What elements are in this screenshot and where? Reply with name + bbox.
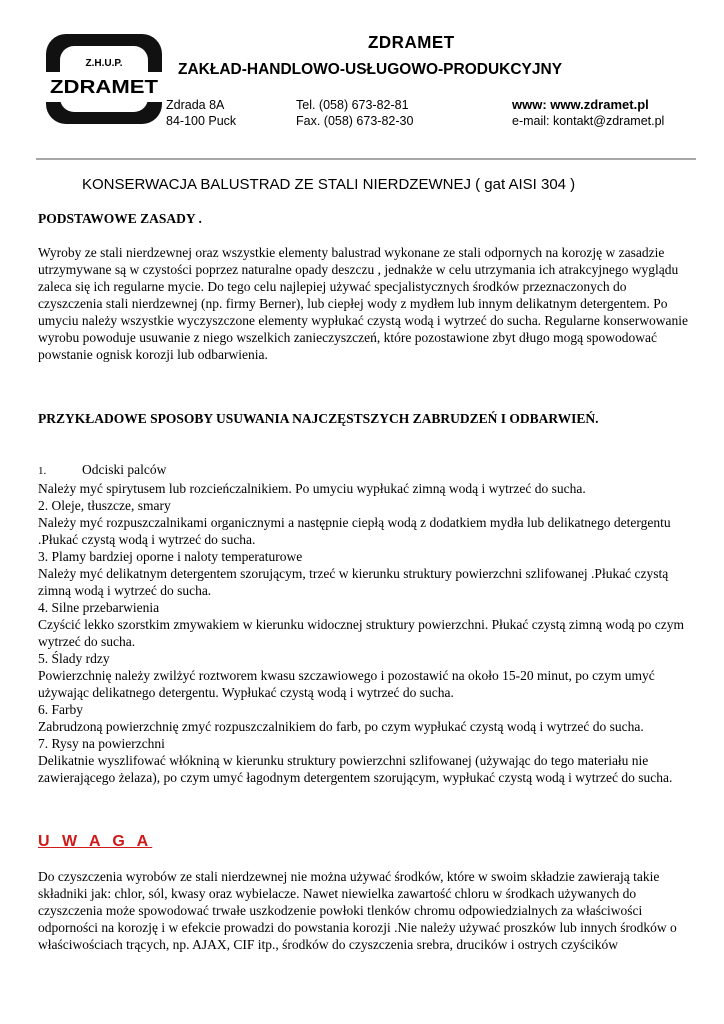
list-item-number: 2. <box>38 498 49 513</box>
stain-list <box>38 461 688 786</box>
list-item-title <box>38 548 688 565</box>
address-line-1: Zdrada 8A <box>166 98 225 112</box>
list-item-text: Należy myć spirytusem lub rozcieńczalnikiem. Po umyciu wypłukać zimną wodą i wytrzeć do sucha. <box>38 481 586 496</box>
list-item-title <box>38 701 688 718</box>
list-item-text: Powierzchnię należy zwilżyć roztworem kwasu szczawiowego i pozostawić na około 15-20 minut, po czym umyć używając delikatnego detergentu. Wypłukać czystą wodą i wytrzeć do sucha. <box>38 668 655 700</box>
company-subtitle: ZAKŁAD-HANDLOWO-USŁUGOWO-PRODUKCYJNY <box>178 61 563 78</box>
document-title: KONSERWACJA BALUSTRAD ZE STALI NIERDZEWNEJ ( gat AISI 304 ) <box>82 176 576 193</box>
warning-text: Do czyszczenia wyrobów ze stali nierdzewnej nie można używać środków, które w swoim składzie zawierają takie składniki jak: chlor, sól, kwasy oraz wybielacze. Nawet niewielka zawartość chloru w środkach używanych do czyszczenia może spowodować trwałe uszkodzenie powłoki tlenków chromu odpowiedzialnych za właściwości odporności na korozję i w efekcie prowadzi do powstania korozji .Nie należy używać proszków lub innych środków o właściwościach trących, np. AJAX, CIF itp., środków do czyszczenia srebra, drucików i ostrych czyścików <box>38 869 677 952</box>
list-item-title <box>38 599 688 616</box>
section-heading-stains: PRZYKŁADOWE SPOSOBY USUWANIA NAJCZĘSTSZYCH ZABRUDZEŃ I ODBARWIEŃ. <box>38 411 599 426</box>
list-item-title-text: Silne przebarwienia <box>51 600 160 615</box>
list-item-title-text: Rysy na powierzchni <box>51 736 165 751</box>
list-item-title-text: Odciski palców <box>82 462 167 477</box>
brand-name: ZDRAMET <box>368 32 455 53</box>
fax-number: Fax. (058) 673-82-30 <box>296 114 414 128</box>
list-item-text: Czyścić lekko szorstkim zmywakiem w kierunku widocznej struktury powierzchni. Płukać czystą zimną wodą po czym wytrzeć do sucha. <box>38 617 684 649</box>
list-item-title <box>38 497 688 514</box>
header-divider <box>36 158 696 160</box>
list-item-number: 1. <box>38 465 47 477</box>
section-basics-text: Wyroby ze stali nierdzewnej oraz wszystkie elementy balustrad wykonane ze stali odpornych na korozję w zasadzie utrzymywane są w czystości poprzez naturalne opady deszczu , jednakże w celu utrzymania ich atrakcyjnego wyglądu zaleca się ich regularne mycie. Do tego celu najlepiej używać specjalistycznych środków przeznaczonych do czyszczenia stali nierdzewnej (np. firmy Berner), lub ciepłej wody z mydłem lub innym delikatnym detergentem. Po umyciu należy wszystkie wyczyszczone elementy wypłukać czystą wodą i wytrzeć do sucha. Regularne konserwowanie wyrobu powoduje usuwanie z niego wszelkich zanieczyszczeń, które pozostawione zbyt długo mogą spowodować powstanie ognisk korozji lub odbarwienia. <box>38 245 689 362</box>
list-item-number: 4. <box>38 600 49 615</box>
list-item-number: 7. <box>38 736 49 751</box>
list-item-title-text: Ślady rdzy <box>51 651 110 666</box>
list-item-text: Należy myć delikatnym detergentem szorującym, trzeć w kierunku struktury powierzchni szlifowanej .Płukać czystą zimną wodą i wytrzeć do sucha. <box>38 566 669 598</box>
phone-number: Tel. (058) 673-82-81 <box>296 98 409 112</box>
address-line-2: 84-100 Puck <box>166 114 237 128</box>
list-item-title <box>38 650 688 667</box>
list-item-title-text: Farby <box>51 702 83 717</box>
warning-heading: U W A G A <box>38 833 153 850</box>
list-item-text: Delikatnie wyszlifować włókniną w kierunku struktury powierzchni szlifowanej (używając do tego materiału nie zawierającego żelaza), po czym umyć łagodnym detergentem szorującym, wypłukać czystą wodą i wytrzeć do sucha. <box>38 753 673 785</box>
list-item-number: 3. <box>38 549 49 564</box>
list-item-title-text: Plamy bardziej oporne i naloty temperaturowe <box>51 549 303 564</box>
list-item-number: 5. <box>38 651 49 666</box>
company-logo <box>46 30 162 128</box>
section-heading-basics: PODSTAWOWE ZASADY . <box>38 211 202 226</box>
list-item-title <box>38 461 688 480</box>
logo-text-top: Z.H.U.P. <box>85 58 123 69</box>
email-link[interactable]: e-mail: kontakt@zdramet.pl <box>512 114 665 128</box>
web-block <box>512 97 664 129</box>
phone-block <box>296 97 413 129</box>
address-block <box>166 97 236 129</box>
list-item-number: 6. <box>38 702 49 717</box>
website-link[interactable]: www: www.zdramet.pl <box>512 97 649 112</box>
list-item-title-text: Oleje, tłuszcze, smary <box>51 498 171 513</box>
logo-text-main: ZDRAMET <box>50 77 158 97</box>
list-item-text: Należy myć rozpuszczalnikami organicznymi a następnie ciepłą wodą z dodatkiem mydła lub delikatnego detergentu .Płukać czystą wodą i wytrzeć do sucha. <box>38 515 671 547</box>
list-item-text: Zabrudzoną powierzchnię zmyć rozpuszczalnikiem do farb, po czym wypłukać czystą wodą i wytrzeć do sucha. <box>38 719 644 734</box>
list-item-title <box>38 735 688 752</box>
